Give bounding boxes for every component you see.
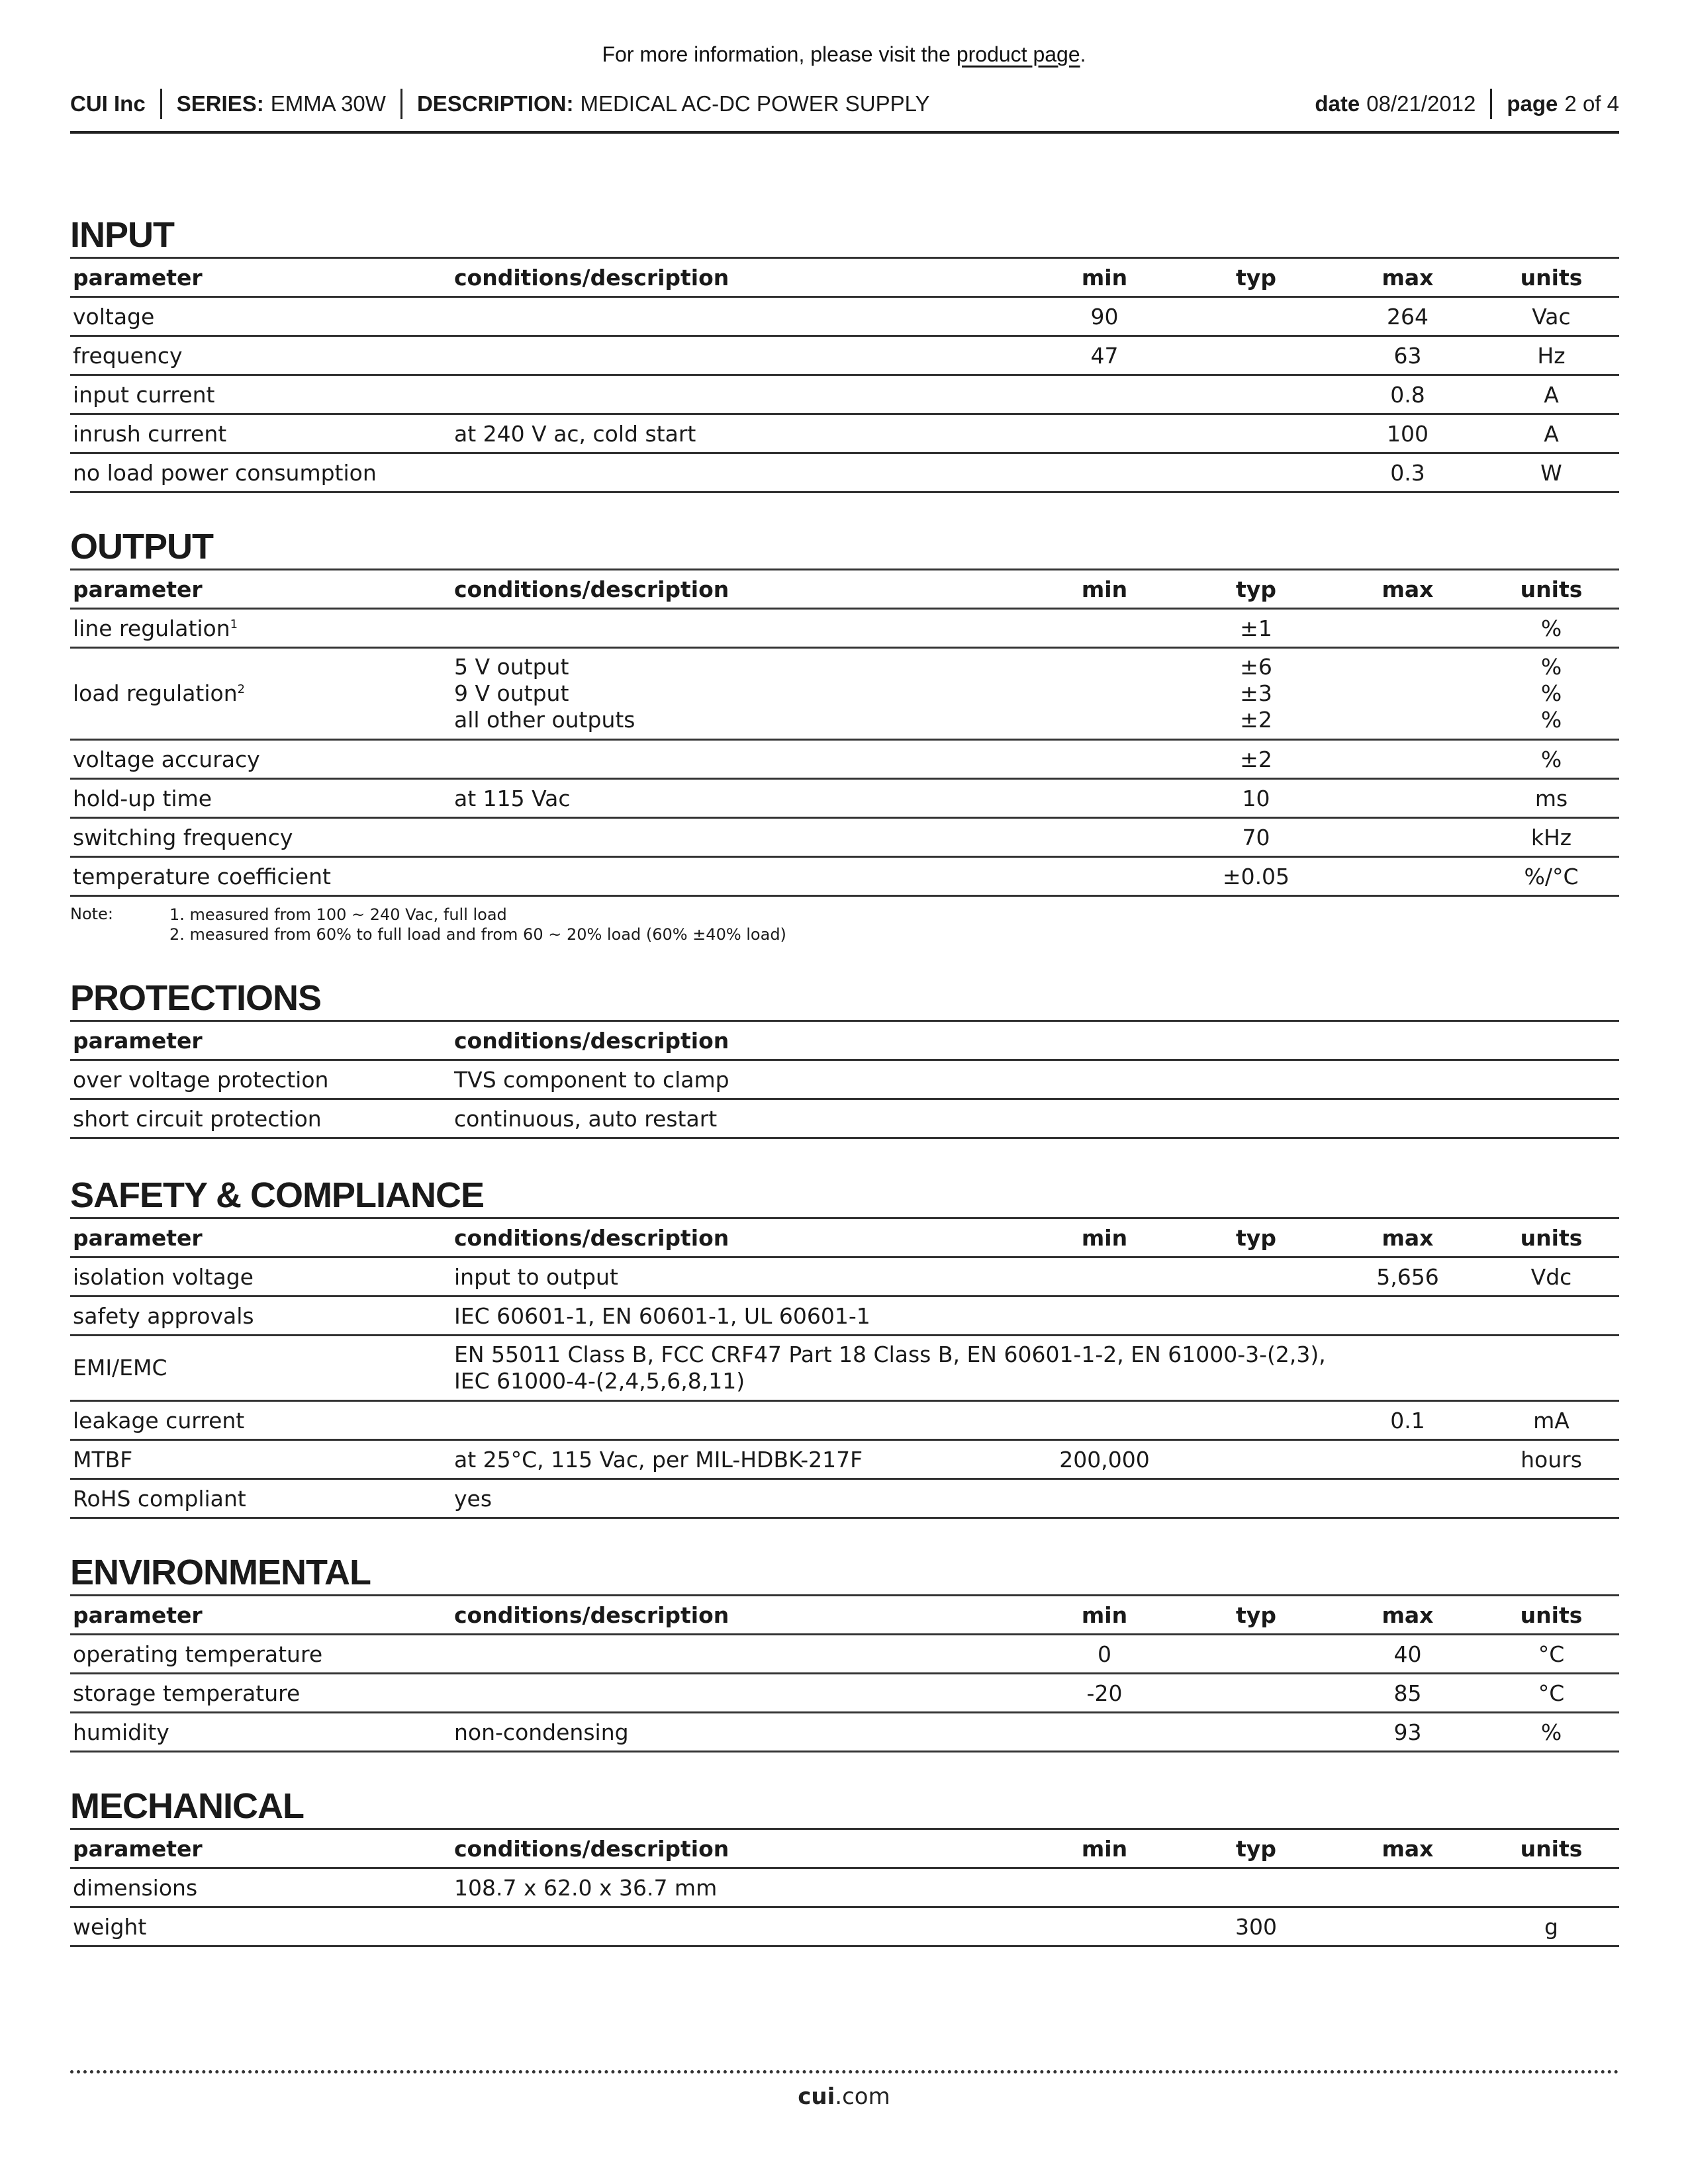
- output-notes: [70, 897, 1619, 944]
- param-cell: humidity: [70, 1713, 451, 1752]
- cond-cell: [451, 740, 1029, 779]
- units-cell: g: [1483, 1907, 1619, 1946]
- param-cell: temperature coefficient: [70, 857, 451, 896]
- typ-cell: 300: [1180, 1907, 1332, 1946]
- table-row: [70, 1479, 1619, 1518]
- document-header: [70, 83, 1619, 134]
- col-min: min: [1029, 259, 1180, 297]
- typ-line: ±6: [1240, 654, 1272, 680]
- header-divider: [400, 89, 402, 119]
- param-text: line regulation: [73, 615, 230, 641]
- typ-cell: [1180, 1674, 1332, 1713]
- units-cell: W: [1483, 453, 1619, 492]
- table-header-row: [70, 1596, 1619, 1635]
- col-units: units: [1483, 570, 1619, 609]
- cond-line: EN 55011 Class B, FCC CRF47 Part 18 Class B, EN 60601-1-2, EN 61000-3-(2,3),: [454, 1342, 1326, 1367]
- typ-cell: [1180, 1868, 1332, 1907]
- units-cell: °C: [1483, 1635, 1619, 1674]
- units-cell: A: [1483, 414, 1619, 453]
- col-max: max: [1332, 1830, 1483, 1868]
- table-row: [70, 1099, 1619, 1138]
- param-cell: MTBF: [70, 1440, 451, 1479]
- typ-cell: [1180, 648, 1332, 740]
- typ-cell: [1180, 1440, 1332, 1479]
- company-name: CUI Inc: [70, 91, 146, 116]
- table-header-row: [70, 1219, 1619, 1257]
- table-row: [70, 1336, 1619, 1401]
- max-cell: 5,656: [1332, 1257, 1483, 1297]
- cond-cell: [451, 1907, 1029, 1946]
- max-cell: 0.8: [1332, 375, 1483, 414]
- max-cell: 0.3: [1332, 453, 1483, 492]
- param-cell: input current: [70, 375, 451, 414]
- units-cell: %: [1483, 609, 1619, 648]
- col-typ: typ: [1180, 1219, 1332, 1257]
- typ-cell: ±2: [1180, 740, 1332, 779]
- units-line: %: [1540, 654, 1562, 680]
- cond-line: all other outputs: [454, 707, 635, 733]
- cond-cell: 108.7 x 62.0 x 36.7 mm: [451, 1868, 1029, 1907]
- param-cell: EMI/EMC: [70, 1336, 451, 1401]
- table-header-row: [70, 259, 1619, 297]
- param-cell: voltage: [70, 297, 451, 336]
- min-cell: 90: [1029, 297, 1180, 336]
- table-row: [70, 1060, 1619, 1099]
- table-row: [70, 1713, 1619, 1752]
- cond-cell: [451, 297, 1029, 336]
- col-parameter: parameter: [70, 1596, 451, 1635]
- cond-cell: at 240 V ac, cold start: [451, 414, 1029, 453]
- units-cell: A: [1483, 375, 1619, 414]
- col-typ: typ: [1180, 1830, 1332, 1868]
- param-cell: no load power consumption: [70, 453, 451, 492]
- cond-cell: [451, 1674, 1029, 1713]
- cond-line: 5 V output: [454, 654, 569, 680]
- cond-line: IEC 61000-4-(2,4,5,6,8,11): [454, 1368, 745, 1394]
- output-section-title: OUTPUT: [70, 525, 1619, 570]
- footer-brand: cui: [798, 2083, 835, 2110]
- col-min: min: [1029, 570, 1180, 609]
- table-row: [70, 1257, 1619, 1297]
- protections-table: [70, 1022, 1619, 1139]
- min-cell: [1029, 1907, 1180, 1946]
- min-cell: [1029, 453, 1180, 492]
- footnote-ref: 2: [237, 682, 246, 696]
- col-parameter: parameter: [70, 1219, 451, 1257]
- date-value: 08/21/2012: [1366, 91, 1476, 116]
- input-section-title: INPUT: [70, 213, 1619, 259]
- col-units: units: [1483, 1219, 1619, 1257]
- table-row: [70, 1674, 1619, 1713]
- footer-divider: [70, 2070, 1619, 2073]
- note-item: 1. measured from 100 ~ 240 Vac, full load: [169, 905, 507, 924]
- col-units: units: [1483, 1830, 1619, 1868]
- param-cell: isolation voltage: [70, 1257, 451, 1297]
- col-conditions: conditions/description: [451, 1219, 1029, 1257]
- min-cell: [1029, 1257, 1180, 1297]
- top-info-note: [0, 42, 1688, 67]
- cond-cell: [451, 1401, 1029, 1440]
- cond-line: 9 V output: [454, 680, 569, 706]
- cond-cell: [451, 648, 1029, 740]
- max-cell: [1332, 740, 1483, 779]
- table-row: [70, 1635, 1619, 1674]
- table-row: [70, 1401, 1619, 1440]
- top-note-end: .: [1080, 42, 1086, 66]
- col-parameter: parameter: [70, 259, 451, 297]
- max-cell: 40: [1332, 1635, 1483, 1674]
- col-conditions: conditions/description: [451, 1022, 1619, 1060]
- units-cell: Vdc: [1483, 1257, 1619, 1297]
- min-cell: [1029, 609, 1180, 648]
- typ-cell: ±1: [1180, 609, 1332, 648]
- typ-cell: [1180, 1635, 1332, 1674]
- units-cell: %: [1483, 1713, 1619, 1752]
- max-cell: [1332, 818, 1483, 857]
- min-cell: 200,000: [1029, 1440, 1180, 1479]
- col-typ: typ: [1180, 570, 1332, 609]
- cond-cell: IEC 60601-1, EN 60601-1, UL 60601-1: [451, 1297, 1619, 1336]
- param-cell: weight: [70, 1907, 451, 1946]
- param-cell: safety approvals: [70, 1297, 451, 1336]
- input-table: [70, 259, 1619, 493]
- col-units: units: [1483, 1596, 1619, 1635]
- table-row: [70, 740, 1619, 779]
- environmental-section-title: ENVIRONMENTAL: [70, 1551, 1619, 1596]
- col-min: min: [1029, 1830, 1180, 1868]
- units-cell: Vac: [1483, 297, 1619, 336]
- typ-cell: 10: [1180, 779, 1332, 818]
- cond-cell: at 115 Vac: [451, 779, 1029, 818]
- table-row: [70, 414, 1619, 453]
- col-conditions: conditions/description: [451, 1596, 1029, 1635]
- param-cell: operating temperature: [70, 1635, 451, 1674]
- col-max: max: [1332, 570, 1483, 609]
- max-cell: 0.1: [1332, 1401, 1483, 1440]
- min-cell: [1029, 375, 1180, 414]
- max-cell: 264: [1332, 297, 1483, 336]
- safety-section-title: SAFETY & COMPLIANCE: [70, 1173, 1619, 1219]
- max-cell: 93: [1332, 1713, 1483, 1752]
- cond-cell: continuous, auto restart: [451, 1099, 1619, 1138]
- table-row: [70, 297, 1619, 336]
- series-value: EMMA 30W: [270, 91, 386, 116]
- param-cell: [70, 648, 451, 740]
- max-cell: [1332, 1907, 1483, 1946]
- description-label: DESCRIPTION:: [416, 91, 574, 116]
- page-value: 2 of 4: [1564, 91, 1619, 116]
- mechanical-table: [70, 1830, 1619, 1947]
- col-min: min: [1029, 1596, 1180, 1635]
- units-cell: %: [1483, 740, 1619, 779]
- cond-cell: [451, 818, 1029, 857]
- units-cell: hours: [1483, 1440, 1619, 1479]
- note-item: 2. measured from 60% to full load and from 60 ~ 20% load (60% ±40% load): [169, 925, 786, 944]
- cond-cell: [451, 336, 1029, 375]
- min-cell: [1029, 818, 1180, 857]
- typ-cell: 70: [1180, 818, 1332, 857]
- table-row: [70, 1868, 1619, 1907]
- min-cell: [1029, 648, 1180, 740]
- units-line: %: [1540, 707, 1562, 733]
- table-row: [70, 648, 1619, 740]
- col-typ: typ: [1180, 259, 1332, 297]
- max-cell: [1332, 609, 1483, 648]
- param-cell: over voltage protection: [70, 1060, 451, 1099]
- table-row: [70, 1440, 1619, 1479]
- col-parameter: parameter: [70, 1830, 451, 1868]
- min-cell: 47: [1029, 336, 1180, 375]
- units-cell: %/°C: [1483, 857, 1619, 896]
- typ-line: ±2: [1240, 707, 1272, 733]
- cond-cell: non-condensing: [451, 1713, 1029, 1752]
- min-cell: [1029, 414, 1180, 453]
- cond-cell: [451, 1336, 1619, 1401]
- col-parameter: parameter: [70, 570, 451, 609]
- col-units: units: [1483, 259, 1619, 297]
- spec-content: [70, 213, 1619, 1947]
- date-label: date: [1315, 91, 1360, 116]
- max-cell: 100: [1332, 414, 1483, 453]
- page-label: page: [1507, 91, 1558, 116]
- param-cell: leakage current: [70, 1401, 451, 1440]
- table-header-row: [70, 1830, 1619, 1868]
- col-conditions: conditions/description: [451, 570, 1029, 609]
- units-cell: [1483, 1868, 1619, 1907]
- units-cell: ms: [1483, 779, 1619, 818]
- param-text: load regulation: [73, 680, 238, 706]
- min-cell: 0: [1029, 1635, 1180, 1674]
- mechanical-section-title: MECHANICAL: [70, 1784, 1619, 1830]
- param-cell: [70, 609, 451, 648]
- typ-cell: [1180, 375, 1332, 414]
- col-min: min: [1029, 1219, 1180, 1257]
- cond-cell: [451, 453, 1029, 492]
- table-header-row: [70, 570, 1619, 609]
- note-label: Note:: [70, 905, 113, 923]
- units-cell: mA: [1483, 1401, 1619, 1440]
- param-cell: switching frequency: [70, 818, 451, 857]
- table-header-row: [70, 1022, 1619, 1060]
- safety-table: [70, 1219, 1619, 1519]
- units-line: %: [1540, 680, 1562, 706]
- cond-cell: [451, 609, 1029, 648]
- header-divider: [1490, 89, 1492, 119]
- max-cell: 85: [1332, 1674, 1483, 1713]
- min-cell: [1029, 857, 1180, 896]
- max-cell: [1332, 1440, 1483, 1479]
- min-cell: [1029, 1401, 1180, 1440]
- col-conditions: conditions/description: [451, 1830, 1029, 1868]
- param-cell: voltage accuracy: [70, 740, 451, 779]
- footer-domain: .com: [835, 2083, 890, 2110]
- table-row: [70, 818, 1619, 857]
- table-row: [70, 336, 1619, 375]
- max-cell: [1332, 648, 1483, 740]
- param-cell: storage temperature: [70, 1674, 451, 1713]
- table-row: [70, 609, 1619, 648]
- max-cell: [1332, 779, 1483, 818]
- col-conditions: conditions/description: [451, 259, 1029, 297]
- col-typ: typ: [1180, 1596, 1332, 1635]
- footnote-ref: 1: [230, 617, 238, 631]
- units-cell: kHz: [1483, 818, 1619, 857]
- cond-cell: [451, 857, 1029, 896]
- col-parameter: parameter: [70, 1022, 451, 1060]
- param-cell: RoHS compliant: [70, 1479, 451, 1518]
- typ-cell: [1180, 336, 1332, 375]
- table-row: [70, 1907, 1619, 1946]
- param-cell: short circuit protection: [70, 1099, 451, 1138]
- table-row: [70, 857, 1619, 896]
- table-row: [70, 779, 1619, 818]
- typ-cell: ±0.05: [1180, 857, 1332, 896]
- footer-website[interactable]: [0, 2083, 1688, 2110]
- protections-section-title: PROTECTIONS: [70, 976, 1619, 1022]
- cond-cell: TVS component to clamp: [451, 1060, 1619, 1099]
- min-cell: -20: [1029, 1674, 1180, 1713]
- max-cell: [1332, 1868, 1483, 1907]
- max-cell: [1332, 857, 1483, 896]
- col-max: max: [1332, 1219, 1483, 1257]
- output-table: [70, 570, 1619, 897]
- cond-cell: yes: [451, 1479, 1619, 1518]
- table-row: [70, 375, 1619, 414]
- table-row: [70, 1297, 1619, 1336]
- typ-cell: [1180, 414, 1332, 453]
- units-cell: [1483, 648, 1619, 740]
- typ-cell: [1180, 453, 1332, 492]
- cond-cell: [451, 375, 1029, 414]
- min-cell: [1029, 1868, 1180, 1907]
- typ-cell: [1180, 1713, 1332, 1752]
- max-cell: 63: [1332, 336, 1483, 375]
- param-cell: dimensions: [70, 1868, 451, 1907]
- param-cell: frequency: [70, 336, 451, 375]
- cond-cell: [451, 1635, 1029, 1674]
- header-divider: [160, 89, 162, 119]
- min-cell: [1029, 740, 1180, 779]
- typ-line: ±3: [1240, 680, 1272, 706]
- col-max: max: [1332, 1596, 1483, 1635]
- cond-cell: at 25°C, 115 Vac, per MIL-HDBK-217F: [451, 1440, 1029, 1479]
- typ-cell: [1180, 1401, 1332, 1440]
- min-cell: [1029, 1713, 1180, 1752]
- top-note-text: For more information, please visit the: [602, 42, 957, 66]
- typ-cell: [1180, 297, 1332, 336]
- col-max: max: [1332, 259, 1483, 297]
- units-cell: Hz: [1483, 336, 1619, 375]
- environmental-table: [70, 1596, 1619, 1752]
- param-cell: hold-up time: [70, 779, 451, 818]
- description-value: MEDICAL AC-DC POWER SUPPLY: [580, 91, 930, 116]
- param-cell: inrush current: [70, 414, 451, 453]
- cond-cell: input to output: [451, 1257, 1029, 1297]
- typ-cell: [1180, 1257, 1332, 1297]
- units-cell: °C: [1483, 1674, 1619, 1713]
- table-row: [70, 453, 1619, 492]
- min-cell: [1029, 779, 1180, 818]
- product-page-link[interactable]: product page: [956, 42, 1080, 66]
- series-label: SERIES:: [176, 91, 264, 116]
